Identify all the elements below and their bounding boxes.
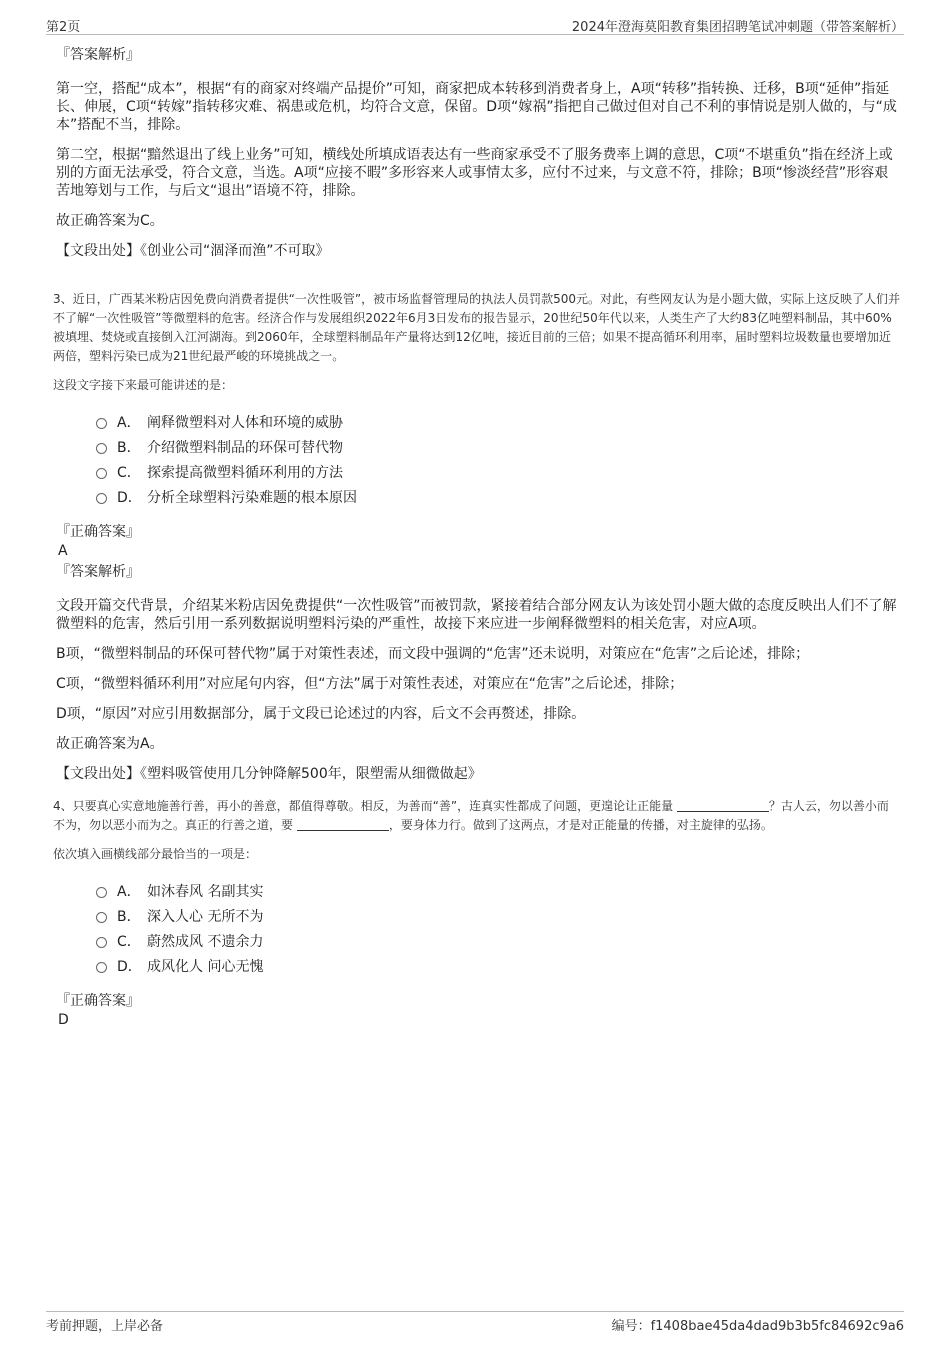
page-content — [53, 44, 900, 1030]
footer-slogan: 考前押题，上岸必备 — [46, 1319, 164, 1334]
option-letter: C． — [117, 464, 141, 481]
option-letter: B． — [117, 908, 141, 925]
option-letter: B． — [117, 439, 141, 456]
q2-analysis-para-1: 第一空，搭配“成本”，根据“有的商家对终端产品提价”可知，商家把成本转移到消费者身上，A项“转移”指转换、迁移，B项“延伸”指延长、伸展，C项“转嫁”指转移灾难、祸患或危机，均符合文意，保留。D项“嫁祸”指把自己做过但对自己不利的事情说是别人做的，与“成本”搭配不当，排除。 — [56, 81, 897, 133]
q3-analysis-para-2: B项，“微塑料制品的环保可替代物”属于对策性表述，而文段中强调的“危害”还未说明，对策应在“危害”之后论述，排除； — [56, 646, 810, 662]
q2-analysis-para-2: 第二空，根据“黯然退出了线上业务”可知，横线处所填成语表达有一些商家承受不了服务费率上调的意思，C项“不堪重负”指在经济上或别的方面无法承受，符合文意，当选。A项“应接不暇”多形容来人或事情太多，应付不过来，与文意不符，排除；B项“惨淡经营”形容艰苦地筹划与工作，与后文“退出”语境不符，排除。 — [56, 147, 893, 199]
page-number: 第2页 — [46, 20, 81, 35]
document-id: 编号：f1408bae45da4dad9b3b5fc84692c9a6 — [611, 1319, 904, 1334]
option-text: 介绍微塑料制品的环保可替代物 — [147, 439, 343, 456]
document-title: 2024年澄海莫阳教育集团招聘笔试冲刺题（带答案解析） — [571, 20, 904, 35]
radio-icon[interactable] — [96, 443, 107, 454]
option-letter: D． — [117, 489, 142, 506]
q4-answer-label: 『正确答案』 — [56, 993, 140, 1009]
q3-stem: 3、近日，广西某米粉店因免费向消费者提供“一次性吸管”，被市场监督管理局的执法人员罚款500元。对此，有些网友认为是小题大做，实际上这反映了人们并不了解“一次性吸管”等微塑料的危害。经济合作与发展组织2022年6月3日发布的报告显示，20世纪50年代以来，人类生产了大约83亿吨塑料制品，其中60%被填埋、焚烧或直接倒入江河湖海。到2060年，全球塑料制品年产量将达到12亿吨，接近目前的三倍；如果不提高循环利用率，届时塑料垃圾数量也要增加近两倍，塑料污染已成为21世纪最严峻的环境挑战之一。 — [53, 292, 900, 363]
option-letter: D． — [117, 958, 142, 975]
q4-option-d[interactable] — [96, 953, 900, 978]
option-text: 分析全球塑料污染难题的根本原因 — [147, 489, 357, 506]
option-text: 如沐春风 名副其实 — [147, 883, 264, 900]
q3-analysis-label: 『答案解析』 — [56, 564, 140, 580]
q3-options — [96, 409, 900, 509]
q4-blank-1 — [677, 799, 769, 812]
q2-source: 【文段出处】《创业公司“涸泽而渔”不可取》 — [56, 243, 330, 259]
q4-stem-part-1: 4、只要真心实意地施善行善，再小的善意，都值得尊敬。相反，为善而“善”，连真实性都成了问题，更遑论让正能量 — [53, 799, 674, 813]
radio-icon[interactable] — [96, 937, 107, 948]
q3-option-c[interactable] — [96, 459, 900, 484]
q4-prompt: 依次填入画横线部分最恰当的一项是： — [53, 847, 258, 861]
q2-conclusion: 故正确答案为C。 — [56, 213, 164, 229]
q3-prompt: 这段文字接下来最可能讲述的是： — [53, 378, 234, 392]
option-text: 成风化人 问心无愧 — [147, 958, 264, 975]
q3-answer: A — [58, 543, 68, 559]
q2-analysis-label: 『答案解析』 — [56, 47, 140, 63]
q3-option-a[interactable] — [96, 409, 900, 434]
option-letter: C． — [117, 933, 141, 950]
radio-icon[interactable] — [96, 912, 107, 923]
q4-option-c[interactable] — [96, 928, 900, 953]
radio-icon[interactable] — [96, 418, 107, 429]
q3-source: 【文段出处】《塑料吸管使用几分钟降解500年，限塑需从细微做起》 — [56, 766, 482, 782]
q3-option-d[interactable] — [96, 484, 900, 509]
option-letter: A． — [117, 883, 141, 900]
radio-icon[interactable] — [96, 887, 107, 898]
q4-stem-part-2: ？古人云，勿以善小而不为，勿以恶小而为之。真正的行善之道，要 — [53, 799, 889, 832]
q4-options — [96, 878, 900, 978]
radio-icon[interactable] — [96, 962, 107, 973]
option-text: 阐释微塑料对人体和环境的威胁 — [147, 414, 343, 431]
radio-icon[interactable] — [96, 468, 107, 479]
q3-conclusion: 故正确答案为A。 — [56, 736, 164, 752]
q4-blank-2 — [297, 818, 389, 831]
page-footer — [46, 1311, 904, 1334]
radio-icon[interactable] — [96, 493, 107, 504]
q4-option-a[interactable] — [96, 878, 900, 903]
q3-option-b[interactable] — [96, 434, 900, 459]
q3-analysis-para-4: D项，“原因”对应引用数据部分，属于文段已论述过的内容，后文不会再赘述，排除。 — [56, 706, 586, 722]
q4-stem-part-3: ，要身体力行。做到了这两点，才是对正能量的传播，对主旋律的弘扬。 — [388, 818, 773, 832]
option-text: 探索提高微塑料循环利用的方法 — [147, 464, 343, 481]
option-text: 蔚然成风 不遗余力 — [147, 933, 264, 950]
q4-stem — [53, 797, 900, 835]
option-letter: A． — [117, 414, 141, 431]
page-header — [46, 14, 904, 35]
q3-analysis-para-3: C项，“微塑料循环利用”对应尾句内容，但“方法”属于对策性表述，对策应在“危害”之后论述，排除； — [56, 676, 684, 692]
q4-option-b[interactable] — [96, 903, 900, 928]
q3-analysis-para-1: 文段开篇交代背景，介绍某米粉店因免费提供“一次性吸管”而被罚款，紧接着结合部分网友认为该处罚小题大做的态度反映出人们不了解微塑料的危害，然后引用一系列数据说明塑料污染的严重性，故接下来应进一步阐释微塑料的相关危害，对应A项。 — [56, 598, 897, 632]
option-text: 深入人心 无所不为 — [147, 908, 264, 925]
q3-answer-label: 『正确答案』 — [56, 524, 140, 540]
q4-answer: D — [58, 1012, 69, 1028]
